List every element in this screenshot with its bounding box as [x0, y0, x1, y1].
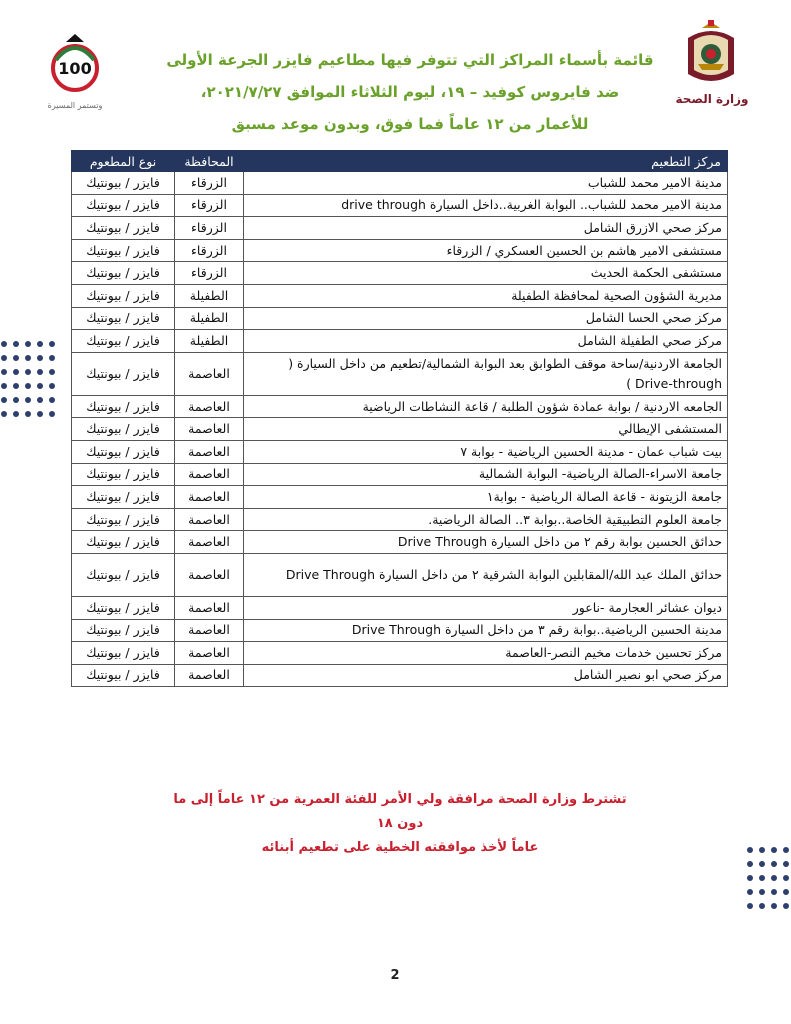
note-line-2: عاماً لأخذ موافقته الخطية على تطعيم أبنائه [261, 840, 539, 855]
cell-vaccine: فايزر / بيونتيك [72, 217, 175, 240]
table-row [72, 440, 728, 463]
title-line-2: ضد فايروس كوفيد – ١٩، ليوم الثلاثاء الموافق ٢٠٢١/٧/٢٧، [200, 83, 620, 101]
table-row [72, 262, 728, 285]
table-row [72, 664, 728, 687]
cell-governorate: الطفيلة [175, 284, 244, 307]
cell-center: مدينة الحسين الرياضية..بوابة رقم ٣ من داخل السيارة Drive Through [244, 619, 728, 642]
ministry-emblem-logo [680, 18, 742, 88]
cell-governorate: العاصمة [175, 395, 244, 418]
cell-governorate: الزرقاء [175, 217, 244, 240]
cell-center: مدينة الامير محمد للشباب [244, 172, 728, 195]
ministry-label: وزارة الصحة [675, 92, 749, 106]
cell-vaccine: فايزر / بيونتيك [72, 486, 175, 509]
note-line-1: تشترط وزارة الصحة مرافقة ولي الأمر للفئة العمرية من ١٢ عاماً إلى ما دون ١٨ [173, 792, 627, 831]
cell-governorate: الزرقاء [175, 239, 244, 262]
cell-governorate: العاصمة [175, 619, 244, 642]
cell-vaccine: فايزر / بيونتيك [72, 284, 175, 307]
cell-governorate: العاصمة [175, 440, 244, 463]
table-header-row [72, 151, 728, 172]
title-line-1: قائمة بأسماء المراكز التي تتوفر فيها مطاعيم فايزر الجرعة الأولى [166, 51, 654, 69]
table-row [72, 553, 728, 596]
cell-governorate: الزرقاء [175, 262, 244, 285]
cell-vaccine: فايزر / بيونتيك [72, 262, 175, 285]
decorative-dots-right [740, 844, 791, 916]
title-line-3: للأعمار من ١٢ عاماً فما فوق، وبدون موعد مسبق [231, 115, 589, 133]
cell-governorate: الطفيلة [175, 330, 244, 353]
table-row [72, 463, 728, 486]
cell-vaccine: فايزر / بيونتيك [72, 307, 175, 330]
cell-center: بيت شباب عمان - مدينة الحسين الرياضية - بوابة ٧ [244, 440, 728, 463]
cell-vaccine: فايزر / بيونتيك [72, 440, 175, 463]
cell-governorate: الزرقاء [175, 172, 244, 195]
table-row [72, 531, 728, 554]
cell-governorate: العاصمة [175, 596, 244, 619]
cell-vaccine: فايزر / بيونتيك [72, 395, 175, 418]
cell-center: مركز صحي ابو نصير الشامل [244, 664, 728, 687]
cell-center: الجامعة الاردنية/ساحة موقف الطوابق بعد البوابة الشمالية/تطعيم من داخل السيارة ( Drive-through ) [244, 352, 728, 395]
cell-center: مستشفى الامير هاشم بن الحسين العسكري / الزرقاء [244, 239, 728, 262]
cell-vaccine: فايزر / بيونتيك [72, 664, 175, 687]
cell-vaccine: فايزر / بيونتيك [72, 172, 175, 195]
cell-vaccine: فايزر / بيونتيك [72, 418, 175, 441]
cell-center: جامعة العلوم التطبيقية الخاصة..بوابة ٣.. الصالة الرياضية. [244, 508, 728, 531]
table-row [72, 352, 728, 395]
cell-vaccine: فايزر / بيونتيك [72, 642, 175, 665]
header-center: مركز التطعيم [244, 151, 728, 172]
cell-center: جامعة الزيتونة - قاعة الصالة الرياضية - بوابة١ [244, 486, 728, 509]
centennial-number: 100 [58, 59, 92, 78]
cell-vaccine: فايزر / بيونتيك [72, 239, 175, 262]
cell-center: مستشفى الحكمة الحديث [244, 262, 728, 285]
decorative-dots-left [0, 338, 56, 422]
centennial-caption: وتستمر المسيرة [47, 101, 103, 110]
cell-center: مركز صحي الازرق الشامل [244, 217, 728, 240]
cell-center: حدائق الملك عبد الله/المقابلين البوابة الشرقية ٢ من داخل السيارة Drive Through [244, 553, 728, 596]
parental-consent-note [170, 788, 630, 860]
cell-governorate: العاصمة [175, 642, 244, 665]
table-row [72, 239, 728, 262]
table-row [72, 284, 728, 307]
cell-center: مركز صحي الحسا الشامل [244, 307, 728, 330]
cell-governorate: العاصمة [175, 486, 244, 509]
cell-governorate: الطفيلة [175, 307, 244, 330]
cell-governorate: العاصمة [175, 418, 244, 441]
table-row [72, 418, 728, 441]
cell-vaccine: فايزر / بيونتيك [72, 596, 175, 619]
cell-center: جامعة الاسراء-الصالة الرياضية- البوابة الشمالية [244, 463, 728, 486]
table-row [72, 486, 728, 509]
table-row [72, 642, 728, 665]
table-row [72, 596, 728, 619]
cell-vaccine: فايزر / بيونتيك [72, 194, 175, 217]
cell-vaccine: فايزر / بيونتيك [72, 619, 175, 642]
table-row [72, 619, 728, 642]
cell-governorate: العاصمة [175, 664, 244, 687]
table-row [72, 194, 728, 217]
cell-center: مدينة الامير محمد للشباب.. البوابة الغربية..داخل السيارة drive through [244, 194, 728, 217]
centennial-logo [44, 30, 106, 100]
vaccination-centers-table [71, 150, 727, 687]
table-row [72, 217, 728, 240]
cell-governorate: العاصمة [175, 553, 244, 596]
page-number: 2 [390, 968, 400, 983]
cell-governorate: العاصمة [175, 531, 244, 554]
cell-governorate: العاصمة [175, 352, 244, 395]
table-row [72, 172, 728, 195]
table-row [72, 508, 728, 531]
table-row [72, 330, 728, 353]
cell-center: مركز صحي الطفيلة الشامل [244, 330, 728, 353]
cell-vaccine: فايزر / بيونتيك [72, 330, 175, 353]
header-governorate: المحافظة [175, 151, 244, 172]
cell-center: ديوان عشائر العجارمة -ناعور [244, 596, 728, 619]
cell-center: المستشفى الإيطالي [244, 418, 728, 441]
cell-governorate: العاصمة [175, 463, 244, 486]
header-vaccine-type: نوع المطعوم [72, 151, 175, 172]
document-title [150, 44, 670, 140]
cell-governorate: العاصمة [175, 508, 244, 531]
cell-vaccine: فايزر / بيونتيك [72, 531, 175, 554]
cell-vaccine: فايزر / بيونتيك [72, 553, 175, 596]
cell-vaccine: فايزر / بيونتيك [72, 352, 175, 395]
cell-governorate: الزرقاء [175, 194, 244, 217]
table-row [72, 307, 728, 330]
cell-center: الجامعه الاردنية / بوابة عمادة شؤون الطلبة / قاعة النشاطات الرياضية [244, 395, 728, 418]
cell-center: مركز تحسين خدمات مخيم النصر-العاصمة [244, 642, 728, 665]
cell-vaccine: فايزر / بيونتيك [72, 508, 175, 531]
cell-vaccine: فايزر / بيونتيك [72, 463, 175, 486]
cell-center: حدائق الحسين بوابة رقم ٢ من داخل السيارة Drive Through [244, 531, 728, 554]
table-row [72, 395, 728, 418]
cell-center: مديرية الشؤون الصحية لمحافظة الطفيلة [244, 284, 728, 307]
